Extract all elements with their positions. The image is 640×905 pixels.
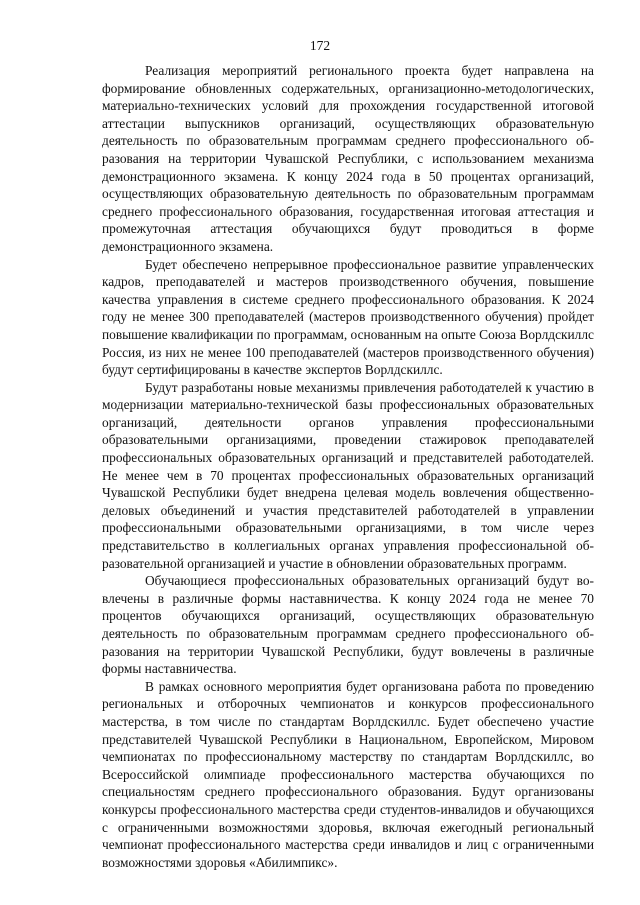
paragraph-championships: В рамках основного мероприятия будет организована работа по проведению региональных и отборочных чемпионатов и конкурсов профессионального мастерства, в том числе по стандартам Ворлдскиллс. Будет обеспечено участие представителей Чувашской Республики в Национальном, Европейском, Мировом чемпионатах по профессиональному мастерству по стандартам Ворлдскиллс, во Всероссийской олимпиаде профессионального мастерства обучающихся по специальностям среднего профессионального образования. Будут организованы конкурсы профессионального мастерства среди студентов-инвалидов и обучающихся с ограниченными возможностями здоровья, включая ежегодный региональный чемпионат профессионального мастерства среди инвалидов и лиц с ограниченными возможностями здоровья «Абилимпикс». [102,678,594,870]
paragraph-teacher-development: Будет обеспечено непрерывное профессиональное развитие управленческих кадров, преподавателей и мастеров производственного обучения, повышение качества управления в системе среднего профессионального образования. К 2024 году не менее 300 преподавателей (мастеров производственного обучения) пройдет повышение квалификации по программам, основанным на опыте Союза Ворлдскиллс Россия, из них не менее 100 преподавателей (мастеров производственного обучения) будут сертифицированы в качестве экспертов Ворлдскиллс. [102,256,594,378]
paragraph-mentorship: Обучающиеся профессиональных образовательных организаций будут вовлечены в различные формы наставничества. К концу 2024 года не менее 70 процентов обучающихся организаций, осуществляющих образовательную деятельность по образовательным программам среднего профессионального образования на территории Чувашской Республики, будут вовлечены в различные формы наставничества. [102,573,594,677]
paragraph-exam-reform: Реализация мероприятий регионального проекта будет направлена на формирование обновленных содержательных, организационно-методологических, материально-технических условий для прохождения государственной итоговой аттестации выпускников организаций, осуществляющих образовательную деятельность по образовательным программам среднего профессионального образования на территории Чувашской Республики, с использованием механизма демонстрационного экзамена. К концу 2024 года в 50 процентах организаций, осуществляющих образовательную деятельность по образовательным программам среднего профессионального образования, государственная итоговая аттестация и промежуточная аттестация обучающихся будут проводиться в форме демонстрационного экзамена. [102,63,594,254]
paragraph-employer-involvement: Будут разработаны новые механизмы привлечения работодателей к участию в модернизации материально-технической базы профессиональных образовательных организаций, деятельности органов управления профессиональными образовательными организациями, проведении стажировок преподавателей профессиональных образовательных организаций и представителей работодателей. Не менее чем в 70 процентах профессиональных образовательных организаций Чувашской Республики будет внедрена целевая модель вовлечения общественно-деловых объединений и участия представителей работодателей в управлении профессиональными образовательными организациями, в том числе через представительство в коллегиальных органах управления профессиональной образовательной организацией и участие в обновлении образовательных программ. [102,379,594,571]
page-body [102,62,594,871]
page-number: 172 [309,38,331,53]
